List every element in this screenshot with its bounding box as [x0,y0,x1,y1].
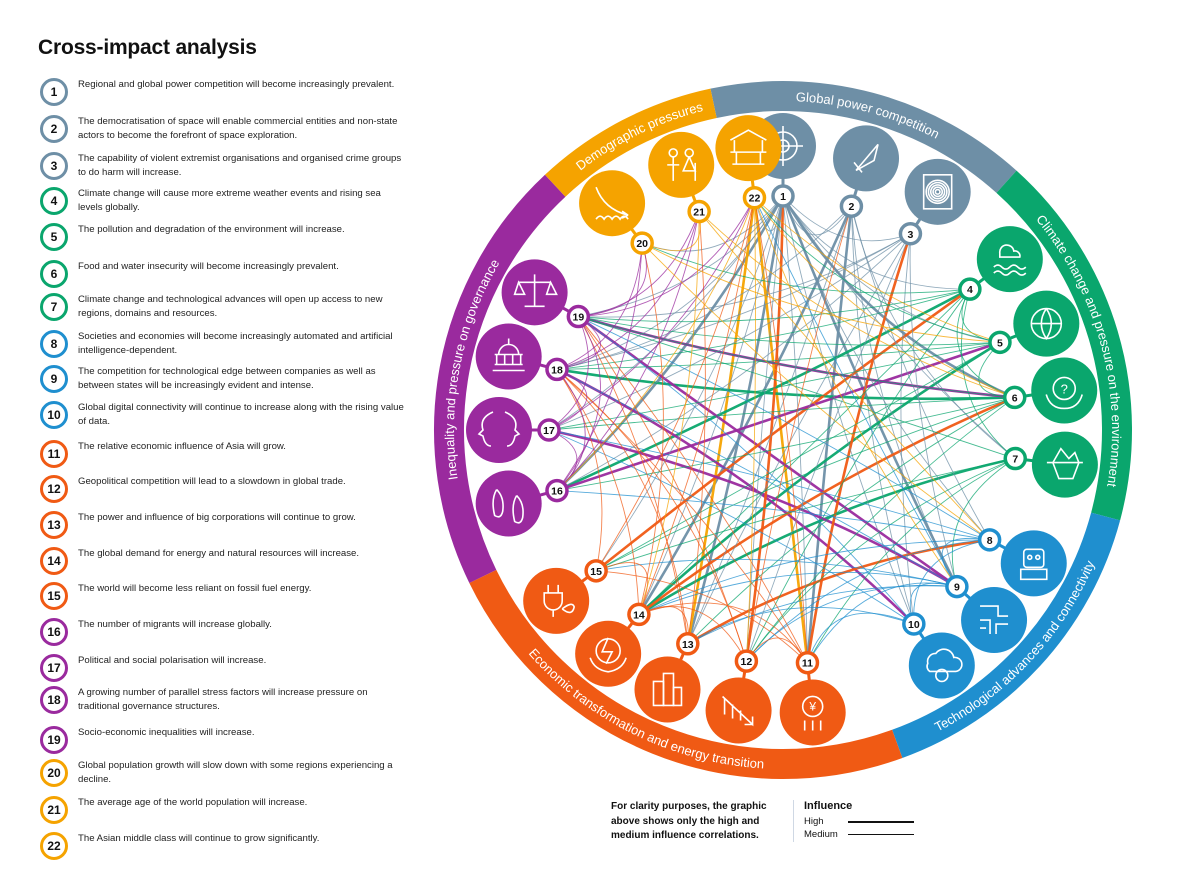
node-number-9 [947,577,967,597]
trend-item-15 [38,579,418,613]
node-number-label: 7 [1012,453,1019,466]
node-number-label: 20 [636,238,649,251]
trend-item-4 [38,184,418,218]
node-number-label: 11 [801,657,814,670]
ring-label-governance: Inequality and pressure on governance [441,256,503,481]
node-number-label: 22 [748,192,761,205]
node-number-label: 9 [953,581,960,594]
iceberg-icon [1032,432,1098,498]
node-number-1 [773,186,793,206]
trend-item-8 [38,327,418,361]
trend-number-badge: 5 [40,223,68,251]
influence-high-label: High [804,816,824,827]
trend-item-3 [38,149,418,183]
influence-link-medium [557,212,699,370]
influence-link-medium [961,289,1015,458]
node-number-20 [632,233,652,253]
trend-item-19 [38,723,418,757]
trend-text: The pollution and degradation of the environment will increase. [78,224,345,235]
trend-item-12 [38,472,418,506]
node-number-label: 1 [780,191,786,203]
trend-item-20 [38,756,418,790]
node-number-16 [547,481,567,501]
node-number-3 [900,224,920,244]
trend-number-badge: 15 [40,582,68,610]
faces-icon [466,397,532,463]
influence-legend [793,800,934,842]
node-number-8 [980,530,1000,550]
hands-energy-icon [575,621,641,687]
node-number-label: 4 [966,284,973,297]
node-number-label: 14 [633,609,645,622]
trend-item-10 [38,398,418,432]
trend-text: Global population growth will slow down with some regions experiencing a decline. [78,760,393,786]
cross-impact-diagram [430,80,1154,780]
clarity-note: For clarity purposes, the graphic above shows only the high and medium influence correlations. [611,801,767,841]
trend-item-21 [38,793,418,827]
influence-high-line [848,821,914,823]
population-decline-icon [579,170,645,236]
node-number-7 [1005,449,1025,469]
node-number-label: 2 [848,201,855,214]
trend-text: The global demand for energy and natural resources will increase. [78,548,360,559]
influence-medium-row [804,828,934,841]
node-number-label: 12 [740,656,753,669]
node-number-label: 3 [907,228,914,241]
trend-item-7 [38,290,418,324]
node-number-15 [586,561,606,581]
trend-text: The capability of violent extremist organisations and organised crime groups to do harm will increase. [78,153,402,179]
trend-text: The average age of the world population will increase. [78,797,308,808]
trend-number-badge: 13 [40,511,68,539]
coin-arrows-icon [780,679,846,745]
trend-item-5 [38,220,418,254]
plug-leaf-icon [523,568,589,634]
trend-number-badge: 19 [40,726,68,754]
trend-text: The competition for technological edge between companies as well as between states will be increasingly evident and intense. [78,366,376,392]
node-number-label: 8 [986,534,993,547]
storm-icon [977,226,1043,292]
influence-link-high [746,196,783,661]
trend-item-22 [38,829,418,863]
trend-text: Global digital connectivity will continue to increase along with the rising value of data. [78,402,404,428]
node-number-label: 5 [997,337,1003,350]
trend-number-badge: 12 [40,475,68,503]
trend-number-badge: 17 [40,654,68,682]
trend-number-badge: 4 [40,187,68,215]
trend-item-9 [38,362,418,396]
node-number-5 [990,332,1010,352]
trend-number-badge: 2 [40,115,68,143]
node-number-label: 13 [681,638,694,651]
trend-number-badge: 22 [40,832,68,860]
node-number-13 [678,634,698,654]
page-title: Cross-impact analysis [38,36,257,59]
node-number-label: 19 [572,311,585,324]
influence-link-medium [639,603,808,663]
node-number-10 [904,614,924,634]
scales-icon [502,259,568,325]
ring-label-power: Global power competition [795,89,942,142]
node-number-21 [689,202,709,222]
node-number-14 [629,604,649,624]
svg-text:¥: ¥ [809,699,817,714]
trend-number-badge: 1 [40,78,68,106]
node-number-2 [841,196,861,216]
trend-text: Food and water insecurity will become increasingly prevalent. [78,261,339,272]
node-number-label: 15 [590,565,602,578]
influence-link-medium [549,430,914,624]
elderly-couple-icon [648,132,714,198]
trend-text: Geopolitical competition will lead to a slowdown in global trade. [78,476,346,487]
trend-number-badge: 10 [40,401,68,429]
influence-links [549,196,1015,663]
trend-text: The number of migrants will increase globally. [78,619,272,630]
trend-item-1 [38,75,418,109]
trend-item-6 [38,257,418,291]
svg-text:?: ? [1060,381,1068,397]
trend-text: Political and social polarisation will increase. [78,655,267,666]
ring-label-climate: Climate change and pressure on the environment [1033,211,1125,489]
hands-question-icon [1031,357,1097,423]
pagoda-icon [715,115,781,181]
influence-link-medium [746,196,783,661]
trend-text: Climate change and technological advances will open up access to new regions, domains and resources. [78,294,383,320]
trend-number-badge: 20 [40,759,68,787]
node-number-label: 17 [543,425,555,437]
trend-number-badge: 16 [40,618,68,646]
ring-label-tech: Technological advances and connectivity [932,558,1098,735]
trend-item-14 [38,544,418,578]
trend-number-badge: 18 [40,686,68,714]
node-number-label: 6 [1011,392,1018,405]
influence-link-high [783,196,957,587]
trend-number-badge: 8 [40,330,68,358]
trend-number-badge: 21 [40,796,68,824]
node-number-22 [744,188,764,208]
trend-text: Socio-economic inequalities will increase. [78,727,255,738]
influence-legend-title: Influence [804,800,853,812]
trend-item-2 [38,112,418,146]
node-number-11 [797,653,817,673]
trend-number-badge: 9 [40,365,68,393]
cloud-globe-icon [909,632,975,698]
trend-text: Societies and economies will become increasingly automated and artificial intelligence-dependent. [78,331,393,357]
node-number-18 [547,359,567,379]
trend-text: The Asian middle class will continue to grow significantly. [78,833,320,844]
buildings-icon [634,656,700,722]
trend-text: The world will become less reliant on fossil fuel energy. [78,583,312,594]
node-number-label: 21 [693,206,705,219]
node-number-12 [736,651,756,671]
influence-link-medium [557,369,746,661]
node-number-17 [539,420,559,440]
trend-item-18 [38,683,418,717]
node-number-19 [568,307,588,327]
influence-link-medium [851,206,989,540]
trend-text: The democratisation of space will enable commercial entities and non-state actors to become the forefront of space exploration. [78,116,398,142]
trend-number-badge: 14 [40,547,68,575]
node-number-label: 18 [551,364,563,377]
influence-link-high [596,289,970,571]
trend-number-badge: 6 [40,260,68,288]
influence-link-medium [807,613,913,663]
rocket-icon [833,125,899,191]
trend-item-17 [38,651,418,685]
footprints-icon [476,471,542,537]
trend-item-16 [38,615,418,649]
trend-text: The relative economic influence of Asia will grow. [78,441,286,452]
trend-number-badge: 7 [40,293,68,321]
trend-number-badge: 3 [40,152,68,180]
node-number-6 [1005,387,1025,407]
node-number-4 [960,279,980,299]
globe-icon [1013,291,1079,357]
influence-medium-line [848,834,914,835]
influence-medium-label: Medium [804,829,838,840]
ring-label-economic: Economic transformation and energy transition [525,645,765,772]
trend-item-13 [38,508,418,542]
influence-high-row [804,815,934,828]
trend-item-11 [38,437,418,471]
chart-down-icon [706,678,772,744]
robot-icon [1001,530,1067,596]
trend-text: Regional and global power competition will become increasingly prevalent. [78,79,395,90]
trend-text: Climate change will cause more extreme weather events and rising sea levels globally. [78,188,381,214]
node-number-label: 16 [551,485,563,498]
trend-text: The power and influence of big corporations will continue to grow. [78,512,356,523]
trend-text: A growing number of parallel stress factors will increase pressure on traditional governance structures. [78,687,368,713]
trend-number-badge: 11 [40,440,68,468]
fingerprint-icon [905,159,971,225]
maze-head-icon [961,587,1027,653]
capitol-icon [476,323,542,389]
node-number-label: 10 [908,618,920,631]
ring-label-demographic: Demographic pressures [573,99,705,174]
